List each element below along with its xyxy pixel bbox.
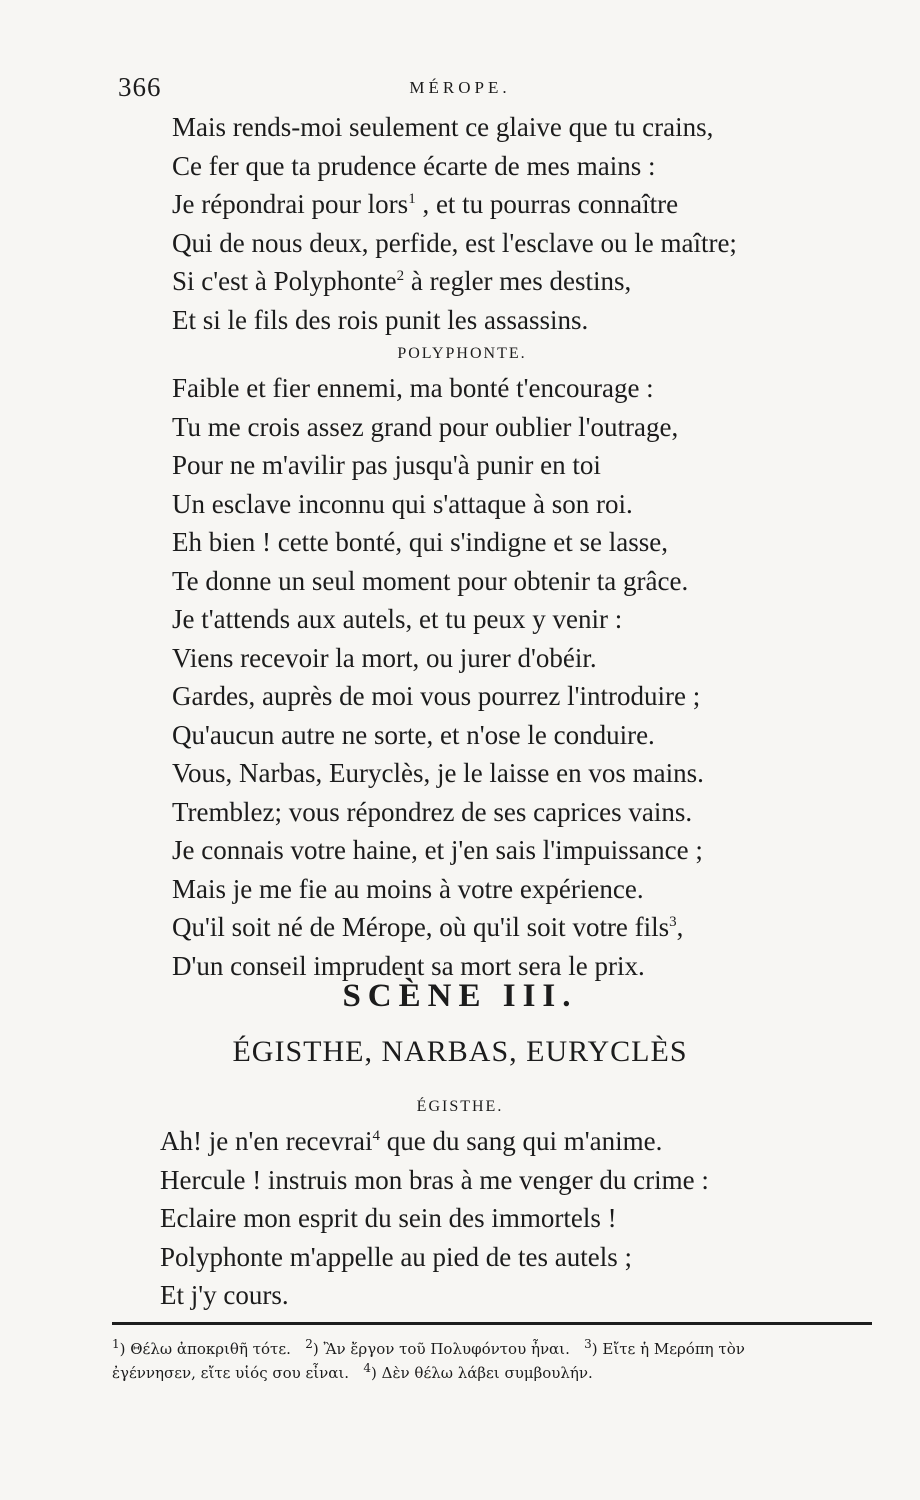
footnote-line	[112, 1356, 882, 1380]
verse-line: Mais rends-moi seulement ce glaive que tu crains,	[172, 112, 714, 142]
verse-line: Viens recevoir la mort, ou jurer d'obéir.	[172, 642, 597, 673]
verse-line: Pour ne m'avilir pas jusqu'à punir en toi	[172, 450, 601, 480]
verse-line: Tremblez; vous répondrez de ses caprices vains.	[172, 796, 693, 827]
footnotes	[112, 1332, 882, 1380]
footnote-text: ) Δὲν θέλω λάβει συμβουλήν.	[371, 1364, 593, 1382]
footnote-number: 4	[363, 1361, 372, 1375]
verse-line: Qui de nous deux, perfide, est l'esclave ou le maître;	[172, 227, 737, 258]
verse-text: Je répondrai pour lors	[172, 189, 409, 219]
verse-block-1	[172, 108, 872, 985]
verse-text: que du sang qui m'anime.	[380, 1126, 663, 1156]
verse-line: Hercule ! instruis mon bras à me venger du crime :	[160, 1164, 709, 1195]
scene-characters: ÉGISTHE, NARBAS, EURYCLÈS	[232, 1035, 688, 1068]
verse-line	[172, 185, 872, 224]
verse-line: Te donne un seul moment pour obtenir ta grâce.	[172, 565, 689, 596]
verse-text: Qu'il soit né de Mérope, où qu'il soit votre fils	[172, 912, 670, 942]
verse-line: Qu'aucun autre ne sorte, et n'ose le conduire.	[172, 719, 655, 750]
scene-heading: SCÈNE III.	[342, 978, 578, 1014]
verse-text: , et tu pourras connaître	[415, 189, 679, 219]
verse-line: Et si le fils des rois punit les assassins.	[172, 304, 589, 335]
verse-text: ,	[676, 912, 684, 942]
footnote-number: 3	[584, 1337, 592, 1351]
footnote-number: 1	[112, 1337, 120, 1351]
footnote-ref: 1	[408, 191, 416, 207]
footnote-ref: 4	[372, 1128, 380, 1144]
verse-line: Polyphonte m'appelle au pied de tes autels ;	[160, 1241, 632, 1272]
footnote-ref: 3	[669, 914, 677, 930]
verse-text: Ah! je n'en recevrai	[160, 1126, 373, 1156]
verse-line: Ce fer que ta prudence écarte de mes mains :	[172, 150, 656, 181]
running-title: MÉROPE.	[409, 78, 511, 97]
footnote-text: ) Θέλω ἀποκριθῆ τότε.	[119, 1340, 291, 1358]
verse-line: Eh bien ! cette bonté, qui s'indigne et se lasse,	[172, 527, 668, 557]
speaker-name: POLYPHONTE.	[397, 345, 527, 362]
verse-text: à regler mes destins,	[404, 266, 632, 296]
footnote-text: ) Ἂν ἔργον τοῦ Πολυφόντου ἦναι.	[312, 1340, 570, 1358]
verse-line	[172, 262, 872, 301]
footnote-number: 2	[305, 1337, 313, 1351]
verse-line: Mais je me fie au moins à votre expérience.	[172, 873, 644, 904]
footnote-line	[112, 1332, 882, 1356]
speaker-name: ÉGISTHE.	[416, 1098, 504, 1115]
verse-line: Je t'attends aux autels, et tu peux y venir :	[172, 604, 623, 634]
verse-line: Gardes, auprès de moi vous pourrez l'introduire ;	[172, 681, 701, 711]
verse-line: Faible et fier ennemi, ma bonté t'encourage :	[172, 373, 654, 403]
verse-line	[160, 1122, 860, 1161]
footnote-rule	[112, 1322, 872, 1325]
verse-line: D'un conseil imprudent sa mort sera le prix.	[172, 950, 645, 981]
page-number: 366	[118, 72, 162, 102]
verse-line	[172, 908, 872, 947]
verse-line: Vous, Narbas, Euryclès, je le laisse en vos mains.	[172, 758, 704, 788]
footnote-text: ἐγέννησεν, εἴτε υἱός σου εἶναι.	[112, 1364, 350, 1382]
verse-text: Si c'est à Polyphonte	[172, 266, 397, 296]
verse-line: Un esclave inconnu qui s'attaque à son roi.	[172, 488, 633, 519]
verse-line: Et j'y cours.	[160, 1280, 289, 1310]
verse-block-2	[160, 1092, 860, 1315]
verse-line: Eclaire mon esprit du sein des immortels !	[160, 1203, 617, 1233]
footnote-text: ) Εἴτε ἡ Μερόπη τὸν	[591, 1340, 745, 1358]
verse-line: Je connais votre haine, et j'en sais l'impuissance ;	[172, 835, 703, 865]
verse-line: Tu me crois assez grand pour oublier l'outrage,	[172, 411, 679, 442]
footnote-ref: 2	[396, 268, 405, 284]
